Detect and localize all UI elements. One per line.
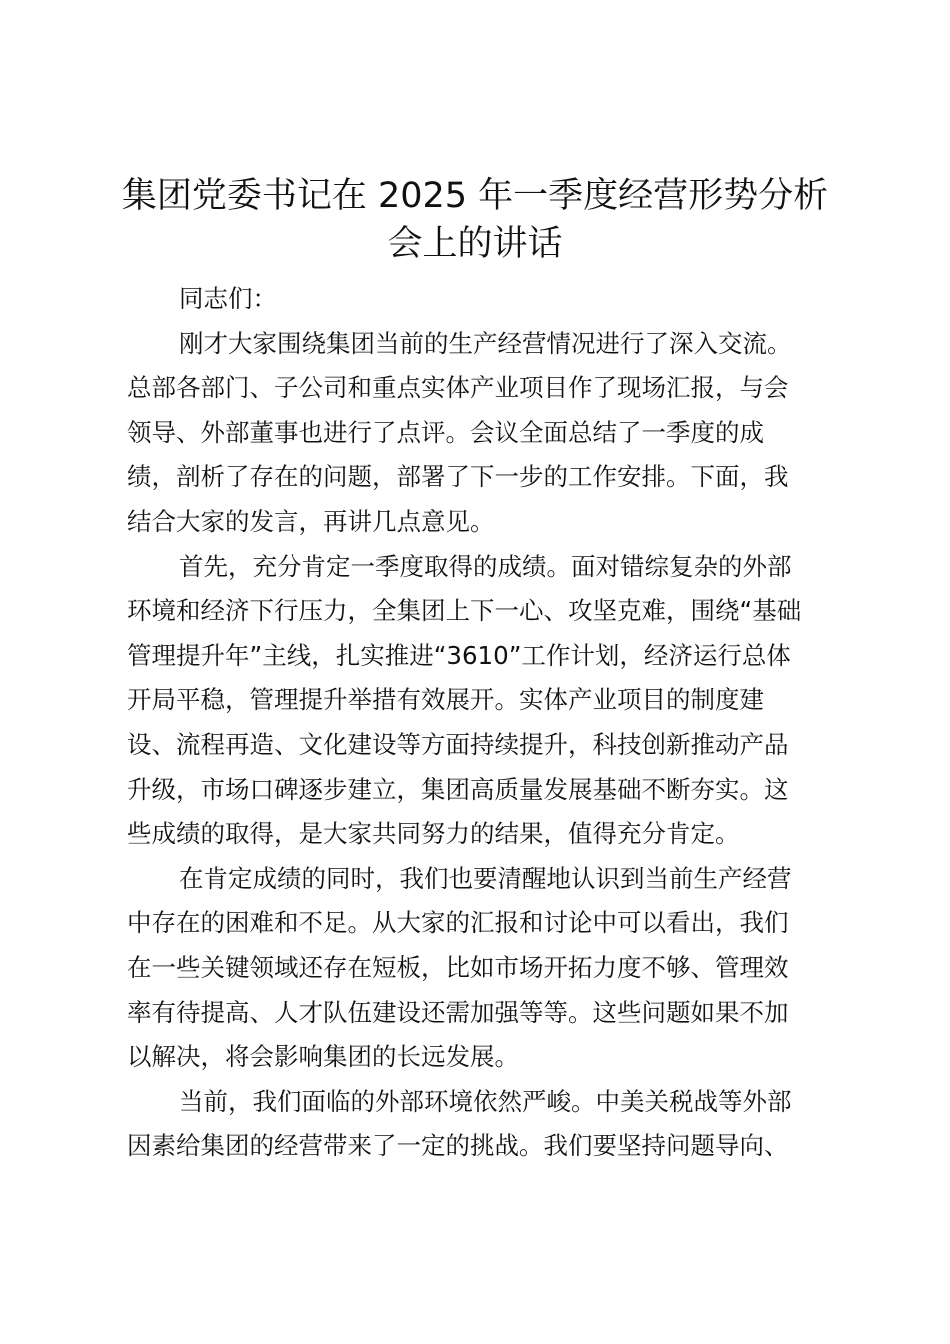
paragraph-4	[127, 1080, 827, 1169]
salutation-paragraph	[127, 277, 827, 322]
paragraph-line: 在肯定成绩的同时，我们也要清醒地认识到当前生产经营	[179, 863, 792, 893]
paragraph-line: 升级，市场口碑逐步建立，集团高质量发展基础不断夯实。这	[127, 774, 789, 804]
document-title	[120, 172, 830, 268]
paragraph-2	[127, 545, 827, 857]
paragraph-line: 当前，我们面临的外部环境依然严峻。中美关税战等外部	[179, 1086, 792, 1116]
paragraph-3	[127, 857, 827, 1080]
paragraph-line: 刚才大家围绕集团当前的生产经营情况进行了深入交流。	[179, 328, 792, 358]
salutation: 同志们：	[179, 284, 277, 313]
paragraph-line: 环境和经济下行压力，全集团上下一心、攻坚克难，围绕“基础	[127, 596, 802, 626]
title-line-2: 会上的讲话	[387, 224, 563, 264]
paragraph-line: 首先，充分肯定一季度取得的成绩。面对错综复杂的外部	[179, 551, 792, 581]
paragraph-1	[127, 322, 827, 545]
paragraph-line: 管理提升年”主线，扎实推进“3610”工作计划，经济运行总体	[127, 640, 791, 670]
paragraph-line: 总部各部门、子公司和重点实体产业项目作了现场汇报，与会	[127, 373, 789, 403]
paragraph-line: 绩，剖析了存在的问题，部署了下一步的工作安排。下面，我	[127, 462, 789, 492]
paragraph-line: 开局平稳，管理提升举措有效展开。实体产业项目的制度建	[127, 685, 764, 715]
title-line-1: 集团党委书记在 2025 年一季度经营形势分析	[121, 176, 829, 216]
paragraph-line: 些成绩的取得，是大家共同努力的结果，值得充分肯定。	[127, 819, 740, 849]
paragraph-line: 领导、外部董事也进行了点评。会议全面总结了一季度的成	[127, 417, 764, 447]
paragraph-line: 中存在的困难和不足。从大家的汇报和讨论中可以看出，我们	[127, 908, 789, 938]
paragraph-line: 结合大家的发言，再讲几点意见。	[127, 506, 495, 536]
paragraph-line: 在一些关键领域还存在短板，比如市场开拓力度不够、管理效	[127, 952, 789, 982]
document-body	[127, 277, 827, 1169]
paragraph-line: 以解决，将会影响集团的长远发展。	[127, 1042, 519, 1072]
paragraph-line: 因素给集团的经营带来了一定的挑战。我们要坚持问题导向、	[127, 1131, 789, 1161]
paragraph-line: 设、流程再造、文化建设等方面持续提升，科技创新推动产品	[127, 729, 789, 759]
paragraph-line: 率有待提高、人才队伍建设还需加强等等。这些问题如果不加	[127, 997, 789, 1027]
